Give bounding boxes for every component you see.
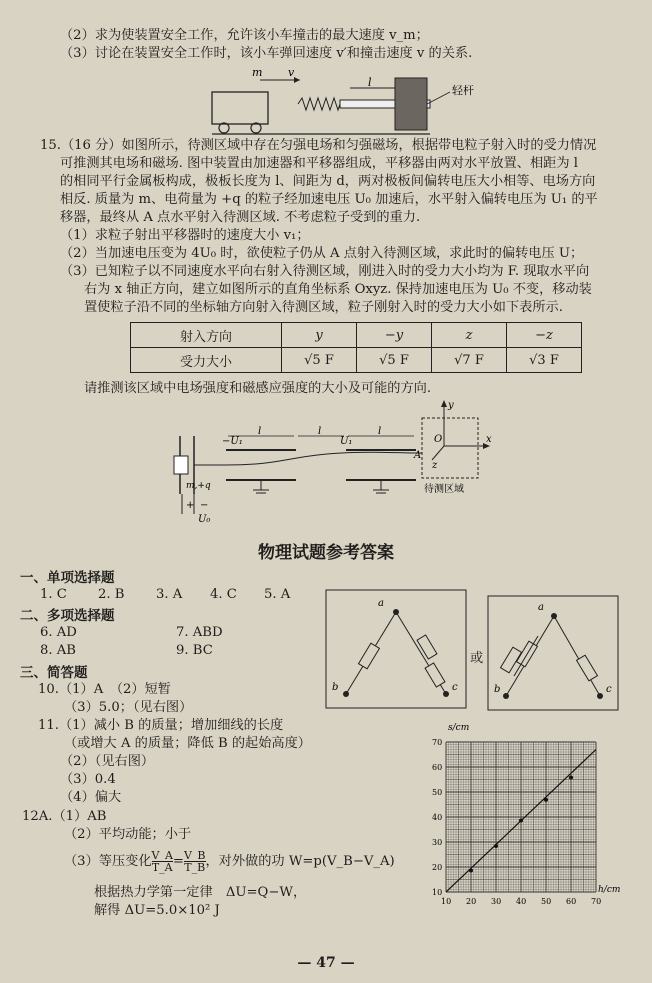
answer-4: 4. C: [210, 587, 237, 602]
label-y: y: [448, 400, 454, 411]
answer-12-5: 解得 ΔU=5.0×10² J: [94, 903, 220, 918]
answer-12-3-lead: （3）等压变化: [64, 854, 152, 869]
q15-sub-3-cont-1: 右为 x 轴正方向，建立如图所示的直角坐标系 Oxyz. 保持加速电压为 U₀ 不变，移动装: [84, 282, 592, 297]
table-cell: √5 F: [357, 348, 432, 373]
q14-part2: （2）求为使装置安全工作，允许该小车撞击的最大速度 v_m；: [60, 28, 429, 43]
fraction-b: [184, 850, 206, 873]
label-mq: m,+q: [186, 481, 211, 491]
label-b: b: [494, 684, 501, 695]
table-cell: −z: [507, 323, 582, 348]
label-rod: 轻杆: [452, 84, 474, 97]
x-tick-label: 20: [466, 897, 477, 906]
page-number: — 47 —: [297, 955, 355, 971]
x-axis-label: h/cm: [598, 885, 621, 895]
label-c: c: [606, 684, 612, 695]
data-point: [494, 844, 498, 848]
answer-5: 5. A: [264, 587, 291, 602]
q14-part3: （3）讨论在装置安全工作时，该小车弹回速度 v′和撞击速度 v 的关系.: [60, 46, 473, 61]
answer-11-1: 11.（1）减小 B 的质量；增加细线的长度: [38, 718, 284, 733]
x-tick-label: 50: [541, 897, 552, 906]
q15-line-3: 的相同平行金属板构成，极板长度为 l、间距为 d，两对极板间偏转电压大小相等、电场方向: [60, 174, 596, 189]
circuit-diagram-1: [326, 590, 466, 708]
label-l1: l: [258, 426, 262, 437]
q15-line-1: 15.（16 分）如图所示，待测区域中存在匀强电场和匀强磁场，根据带电粒子射入时的受力情况: [40, 138, 597, 153]
spring: [298, 98, 340, 110]
answer-11-3: （2）（见右图）: [60, 754, 155, 769]
clamp-block: [395, 78, 427, 130]
answer-2: 2. B: [98, 587, 125, 602]
answer-10-1: 10.（1）A （2）短暂: [38, 682, 171, 697]
s-h-graph: [420, 720, 630, 920]
table-cell: √5 F: [282, 348, 357, 373]
label-l2: l: [318, 426, 322, 437]
answer-9: 9. BC: [176, 643, 213, 658]
frac-den: T_B: [184, 861, 206, 874]
label-a: A: [414, 450, 422, 461]
answer-12-3-tail: ，对外做的功 W=p(V_B−V_A): [205, 854, 395, 869]
table-cell: z: [432, 323, 507, 348]
x-tick-label: 10: [441, 897, 452, 906]
data-point: [569, 776, 573, 780]
label-u1: U₁: [340, 436, 353, 447]
q15-sub-3-cont-2: 置使粒子沿不同的坐标轴方向射入待测区域，粒子刚射入时的受力大小如下表所示.: [84, 300, 563, 315]
q15-sub-2: （2）当加速电压变为 4U₀ 时，欲使粒子仍从 A 点射入待测区域，求此时的偏转电压 U；: [60, 246, 584, 261]
answer-11-4: （3）0.4: [60, 772, 116, 787]
table-cell: √3 F: [507, 348, 582, 373]
table-row: [131, 323, 582, 348]
q15-line-2: 可推测其电场和磁场. 图中装置由加速器和平移器组成，平移器由两对水平放置、相距为 l: [60, 156, 578, 171]
y-tick-label: 20: [432, 863, 443, 872]
answer-11-2: （或增大 A 的质量；降低 B 的起始高度）: [64, 736, 311, 751]
table-cell: √7 F: [432, 348, 507, 373]
answer-12-2: （2）平均动能；小于: [64, 827, 192, 842]
q15-sub-3: （3）已知粒子以不同速度水平向右射入待测区域，刚进入时的受力大小均为 F. 现取水平向: [60, 264, 590, 279]
y-tick-label: 60: [432, 763, 443, 772]
table-row: [131, 348, 582, 373]
label-plus: +: [186, 500, 195, 511]
data-point: [519, 819, 523, 823]
data-point: [469, 869, 473, 873]
x-tick-label: 40: [516, 897, 527, 906]
label-c: c: [452, 682, 458, 693]
x-tick-label: 60: [566, 897, 577, 906]
y-axis-label: s/cm: [448, 723, 470, 733]
answer-11-5: （4）偏大: [60, 790, 122, 805]
answer-1: 1. C: [40, 587, 67, 602]
label-neg-u1: −U₁: [222, 436, 243, 447]
test-region-box: [422, 418, 478, 478]
y-tick-label: 10: [432, 888, 443, 897]
label-u0: U₀: [198, 514, 211, 525]
answer-7: 7. ABD: [176, 625, 223, 640]
fraction-a: [152, 850, 173, 873]
x-tick-label: 30: [491, 897, 502, 906]
force-table: [130, 322, 582, 373]
label-m: m: [252, 66, 263, 79]
section-multi-choice: 二、多项选择题: [20, 608, 115, 624]
frac-num: V_B: [183, 849, 206, 862]
answer-12-1: 12A.（1）AB: [22, 809, 107, 824]
apparatus-diagram: [160, 398, 500, 528]
trajectory: [194, 452, 422, 465]
label-z: z: [432, 460, 438, 471]
table-cell: y: [282, 323, 357, 348]
x-tick-label: 70: [591, 897, 602, 906]
answer-title: 物理试题参考答案: [258, 543, 394, 563]
label-minus: −: [200, 500, 209, 511]
label-a: a: [378, 598, 384, 609]
or-label: 或: [470, 651, 484, 666]
answer-3: 3. A: [156, 587, 183, 602]
answer-10-2: （3）5.0；（见右图）: [64, 700, 193, 715]
frac-num: V_A: [151, 849, 173, 862]
label-zone: 待测区域: [424, 484, 464, 495]
q15-prompt: 请推测该区域中电场强度和磁感应强度的大小及可能的方向.: [84, 381, 432, 396]
q15-line-4: 相反. 质量为 m、电荷量为 +q 的粒子经加速电压 U₀ 加速后，水平射入偏转电压为 U₁ 的平: [60, 192, 598, 207]
circuit-diagram-2: [488, 596, 618, 710]
section-single-choice: 一、单项选择题: [20, 570, 115, 586]
equals-sign: =: [172, 854, 184, 869]
cart-spring-diagram: [200, 64, 480, 139]
label-l: l: [368, 76, 372, 89]
y-tick-label: 30: [432, 838, 443, 847]
section-short-answer: 三、简答题: [20, 665, 88, 681]
table-cell: 受力大小: [131, 348, 282, 373]
q15-line-5: 移器，最终从 A 点水平射入待测区域. 不考虑粒子受到的重力.: [60, 210, 421, 225]
label-x: x: [486, 434, 492, 445]
data-point: [544, 798, 548, 802]
y-tick-label: 70: [432, 738, 443, 747]
answer-6: 6. AD: [40, 625, 77, 640]
answer-8: 8. AB: [40, 643, 76, 658]
q15-sub-1: （1）求粒子射出平移器时的速度大小 v₁；: [60, 228, 310, 243]
y-tick-label: 40: [432, 813, 443, 822]
label-b: b: [332, 682, 339, 693]
y-tick-label: 50: [432, 788, 443, 797]
table-cell: 射入方向: [131, 323, 282, 348]
frac-den: T_A: [151, 861, 173, 874]
table-cell: −y: [357, 323, 432, 348]
answer-12-3: [64, 850, 395, 873]
label-v: v: [288, 66, 295, 79]
label-l3: l: [378, 426, 382, 437]
cart: [212, 92, 268, 124]
answer-12-4: 根据热力学第一定律 ΔU=Q−W，: [94, 885, 307, 900]
label-o: O: [434, 434, 443, 445]
label-a: a: [538, 602, 544, 613]
